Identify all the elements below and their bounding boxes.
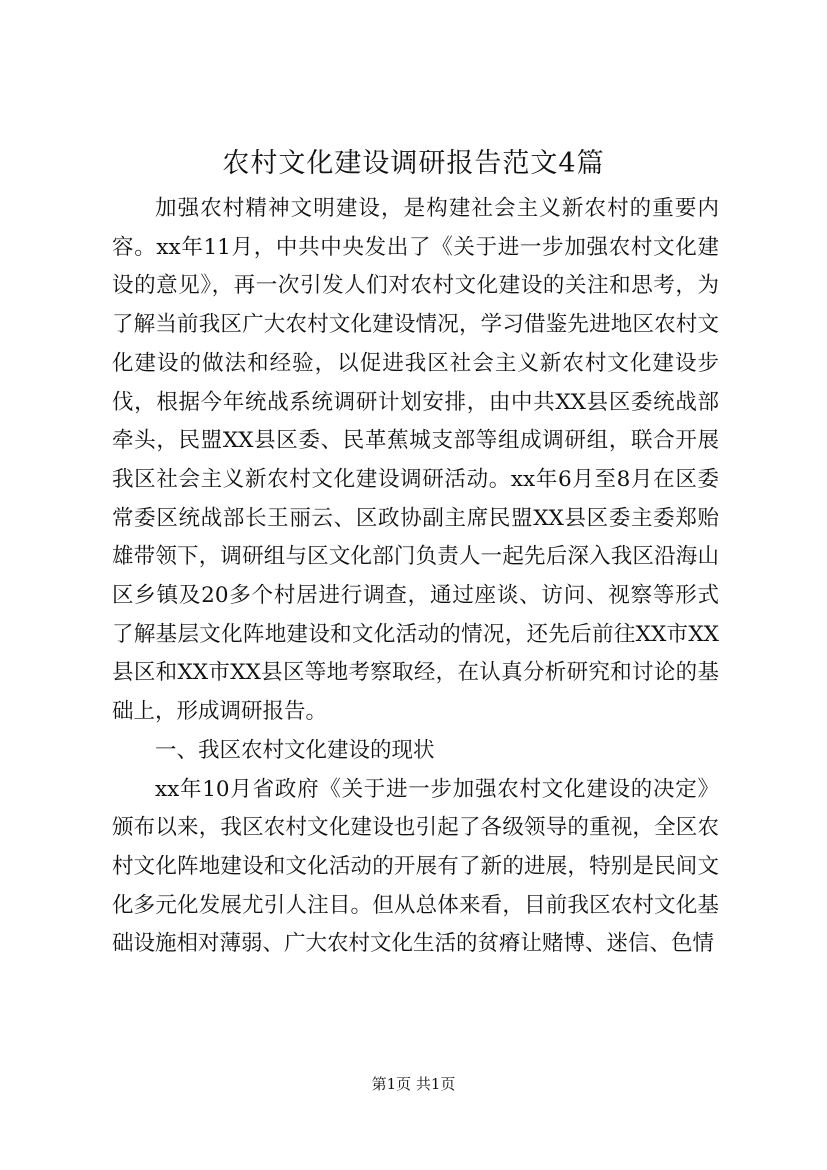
section-heading: 一、我区农村文化建设的现状 <box>155 737 435 763</box>
paragraph-intro: 加强农村精神文明建设，是构建社会主义新农村的重要内容。xx年11月，中共中央发出了《关于进一步加强农村文化建设的意见》，再一次引发人们对农村文化建设的关注和思考，为了解当前我区广大农村文化建设情况，学习借鉴先进地区农村文化建设的做法和经验，以促进我区社会主义新农村文化建设步伐，根据今年统战系统调研计划安排，由中共XX县区委统战部牵头，民盟XX县区委、民革蕉城支部等组成调研组，联合开展我区社会主义新农村文化建设调研活动。xx年6月至8月在区委常委区统战部长王丽云、区政协副主席民盟XX县区委主委郑贻雄带领下，调研组与区文化部门负责人一起先后深入我区沿海山区乡镇及20多个村居进行调查，通过座谈、访问、视察等形式了解基层文化阵地建设和文化活动的情况，还先后前往XX市XX县区和XX市XX县区等地考察取经，在认真分析研究和讨论的基础上，形成调研报告。 <box>112 196 719 725</box>
paragraph-status: xx年10月省政府《关于进一步加强农村文化建设的决定》颁布以来，我区农村文化建设也引起了各级领导的重视，全区农村文化阵地建设和文化活动的开展有了新的进展，特别是民间文化多元化发展尤引人注目。但从总体来看，目前我区农村文化基础设施相对薄弱、广大农村文化生活的贫瘠让赌博、迷信、色情 <box>112 776 719 957</box>
page-footer: 第1页 共1页 <box>371 1075 456 1093</box>
document-body <box>112 190 719 964</box>
document-title: 农村文化建设调研报告范文4篇 <box>222 148 605 179</box>
